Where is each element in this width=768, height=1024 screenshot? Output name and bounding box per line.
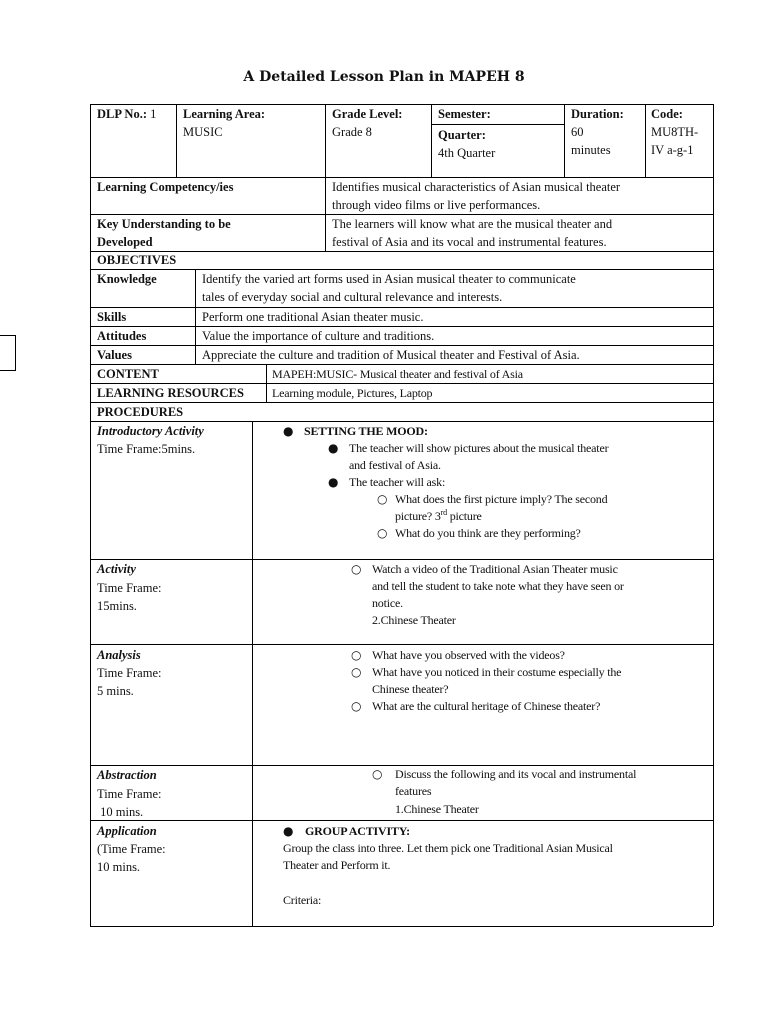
duration-label: Duration:	[571, 107, 624, 121]
competency-line2: through video films or live performances.	[332, 198, 541, 212]
activity-line2: and tell the student to take note what they have seen or	[372, 579, 624, 593]
key-understanding-line2: festival of Asia and its vocal and instrumental features.	[332, 235, 607, 249]
procedures-heading: PROCEDURES	[97, 405, 184, 419]
competency-line1: Identifies musical characteristics of Asian musical theater	[332, 180, 621, 194]
resources-label: LEARNING RESOURCES	[97, 386, 244, 400]
circle-bullet-icon: ○	[351, 562, 362, 576]
circle-bullet-icon: ○	[377, 492, 388, 506]
intro-time-frame: Time Frame:5mins.	[97, 442, 196, 456]
code-label: Code:	[651, 107, 683, 121]
content-value: MAPEH:MUSIC- Musical theater and festival of Asia	[272, 367, 523, 381]
knowledge-line2: tales of everyday social and cultural relevance and interests.	[202, 290, 503, 304]
circle-bullet-icon: ○	[351, 648, 362, 662]
abstraction-line2: features	[395, 784, 432, 798]
analysis-question2-line2: Chinese theater?	[372, 682, 449, 696]
intro-bullet1-line1: The teacher will show pictures about the musical theater	[349, 441, 609, 455]
activity-line4: 2.Chinese Theater	[372, 613, 456, 627]
activity-line1: Watch a video of the Traditional Asian Theater music	[372, 562, 618, 576]
intro-activity-label: Introductory Activity	[97, 424, 204, 438]
learning-area-label: Learning Area:	[183, 107, 266, 121]
dlp-number: DLP No.: 1	[97, 107, 157, 121]
intro-question2: What do you think are they performing?	[395, 526, 581, 540]
content-label: CONTENT	[97, 367, 159, 381]
values-label: Values	[97, 348, 132, 362]
duration-value: 60	[571, 125, 584, 139]
intro-bullet1-line2: and festival of Asia.	[349, 458, 441, 472]
objectives-heading: OBJECTIVES	[97, 253, 177, 267]
bullet-icon: ●	[283, 824, 294, 838]
setting-the-mood: SETTING THE MOOD:	[304, 424, 428, 438]
activity-time-label: Time Frame:	[97, 581, 162, 595]
quarter-value: 4th Quarter	[438, 146, 496, 160]
grade-level-value: Grade 8	[332, 125, 372, 139]
grade-level-label: Grade Level:	[332, 107, 403, 121]
abstraction-label: Abstraction	[97, 768, 157, 782]
criteria-label: Criteria:	[283, 893, 322, 907]
analysis-label: Analysis	[97, 648, 141, 662]
attitudes-value: Value the importance of culture and traditions.	[202, 329, 435, 343]
bullet-icon: ●	[283, 424, 294, 438]
analysis-question1: What have you observed with the videos?	[372, 648, 565, 662]
knowledge-line1: Identify the varied art forms used in Asian musical theater to communicate	[202, 272, 576, 286]
key-understanding-label-2: Developed	[97, 235, 153, 249]
abstraction-line3: 1.Chinese Theater	[395, 802, 479, 816]
resources-value: Learning module, Pictures, Laptop	[272, 386, 433, 400]
intro-question1-line1: What does the first picture imply? The second	[395, 492, 608, 506]
intro-bullet2: The teacher will ask:	[349, 475, 446, 489]
abstraction-time-label: Time Frame:	[97, 787, 162, 801]
values-value: Appreciate the culture and tradition of Musical theater and Festival of Asia.	[202, 348, 580, 362]
circle-bullet-icon: ○	[372, 767, 383, 781]
quarter-label: Quarter:	[438, 128, 486, 142]
application-time-value: 10 mins.	[97, 860, 141, 874]
key-understanding-line1: The learners will know what are the musical theater and	[332, 217, 613, 231]
activity-time-value: 15mins.	[97, 599, 137, 613]
code-value-line2: IV a-g-1	[651, 143, 694, 157]
abstraction-time-value: 10 mins.	[97, 805, 144, 819]
analysis-time-value: 5 mins.	[97, 684, 134, 698]
activity-line3: notice.	[372, 596, 403, 610]
margin-marker	[0, 335, 16, 371]
intro-question1-line2: picture? 3rd picture	[395, 508, 482, 523]
semester-label: Semester:	[438, 107, 491, 121]
knowledge-label: Knowledge	[97, 272, 157, 286]
learning-area-value: MUSIC	[183, 125, 223, 139]
activity-label: Activity	[97, 562, 136, 576]
circle-bullet-icon: ○	[351, 665, 362, 679]
analysis-question2-line1: What have you noticed in their costume especially the	[372, 665, 622, 679]
group-activity-heading: GROUP ACTIVITY:	[305, 824, 410, 838]
page-title: A Detailed Lesson Plan in MAPEH 8	[243, 69, 525, 85]
code-value-line1: MU8TH-	[651, 125, 699, 139]
key-understanding-label: Key Understanding to be	[97, 217, 231, 231]
bullet-icon: ●	[328, 475, 339, 489]
application-label: Application	[97, 824, 157, 838]
analysis-question3: What are the cultural heritage of Chinese theater?	[372, 699, 601, 713]
competency-label: Learning Competency/ies	[97, 180, 234, 194]
circle-bullet-icon: ○	[351, 699, 362, 713]
circle-bullet-icon: ○	[377, 526, 388, 540]
attitudes-label: Attitudes	[97, 329, 147, 343]
skills-value: Perform one traditional Asian theater music.	[202, 310, 424, 324]
bullet-icon: ●	[328, 441, 339, 455]
duration-unit: minutes	[571, 143, 611, 157]
application-line2: Theater and Perform it.	[283, 858, 391, 872]
analysis-time-label: Time Frame:	[97, 666, 162, 680]
application-time-label: (Time Frame:	[97, 842, 166, 856]
skills-label: Skills	[97, 310, 127, 324]
application-line1: Group the class into three. Let them pick one Traditional Asian Musical	[283, 841, 613, 855]
abstraction-line1: Discuss the following and its vocal and instrumental	[395, 767, 637, 781]
